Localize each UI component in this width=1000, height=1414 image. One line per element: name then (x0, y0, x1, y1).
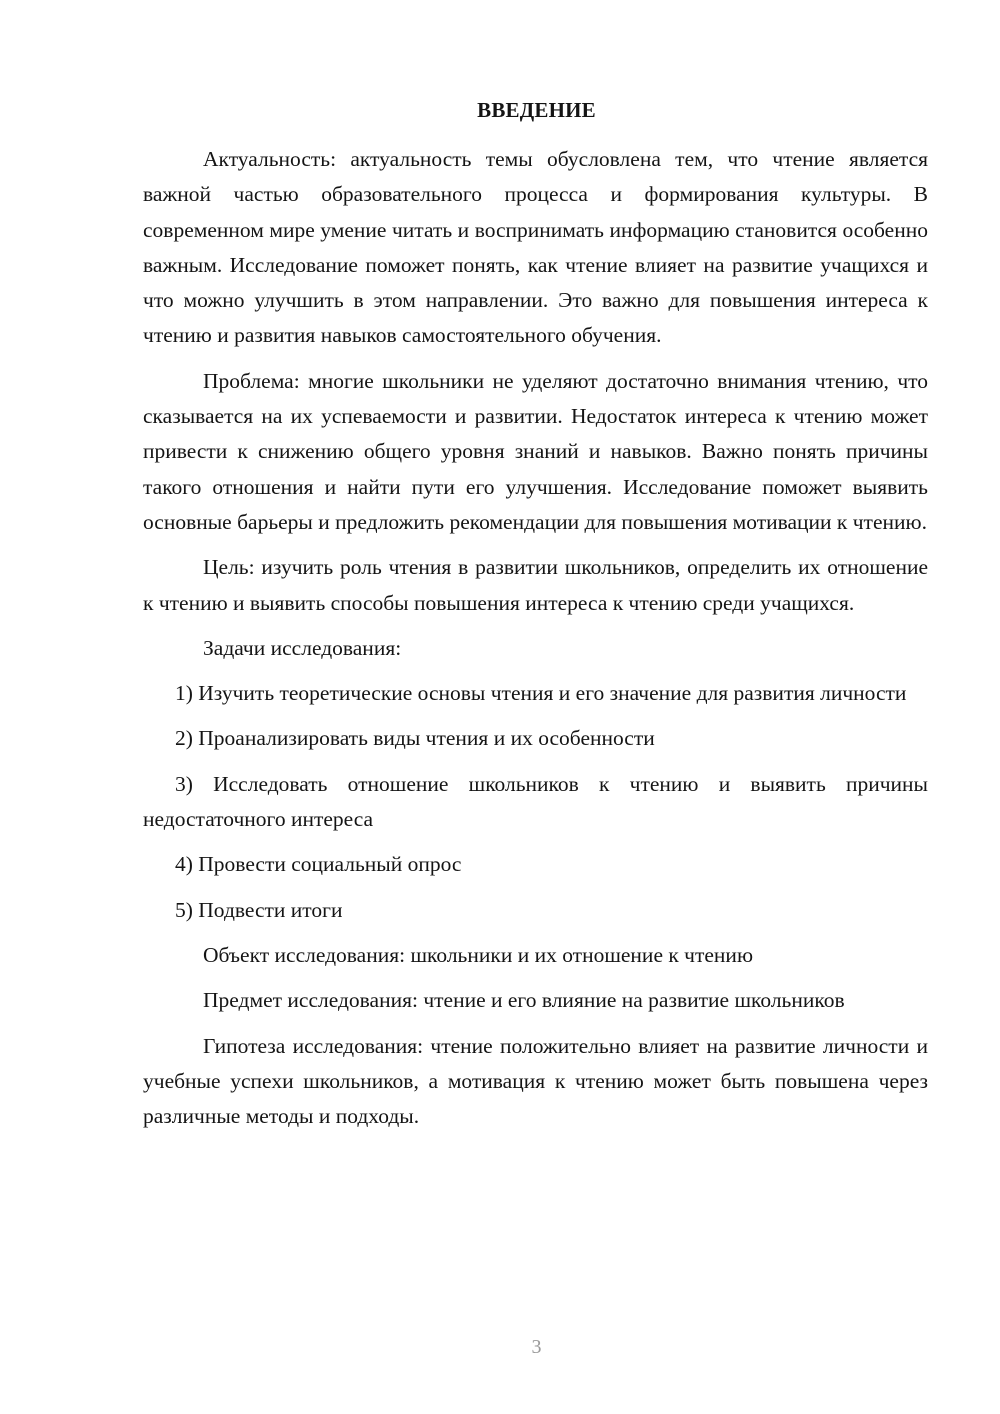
task-item-4: 4) Провести социальный опрос (175, 852, 462, 877)
hypothesis-paragraph: Гипотеза исследования: чтение положительно влияет на развитие личности и учебные успехи школьников, а мотивация к чтению может быть повышена через различные методы и подходы. (143, 1033, 928, 1129)
page-number: 3 (531, 1336, 542, 1358)
section-heading: ВВЕДЕНИЕ (477, 98, 596, 122)
tasks-heading: Задачи исследования: (203, 635, 402, 660)
task-item-3: 3) Исследовать отношение школьников к чтению и выявить причины недостаточного интереса (143, 771, 928, 832)
task-item-5: 5) Подвести итоги (175, 897, 343, 922)
problem-paragraph: Проблема: многие школьники не уделяют достаточно внимания чтению, что сказывается на их успеваемости и развитии. Недостаток интереса к чтению может привести к снижению общего уровня знаний и навыков. Важно понять причины такого отношения и найти пути его улучшения. Исследование поможет выявить основные барьеры и предложить рекомендации для повышения мотивации к чтению. (143, 368, 928, 534)
task-item-1: 1) Изучить теоретические основы чтения и его значение для развития личности (175, 681, 907, 706)
subject-paragraph: Предмет исследования: чтение и его влияние на развитие школьников (203, 988, 845, 1013)
task-item-2: 2) Проанализировать виды чтения и их особенности (175, 726, 655, 751)
object-paragraph: Объект исследования: школьники и их отношение к чтению (203, 942, 754, 967)
document-body (143, 142, 928, 1144)
relevance-paragraph: Актуальность: актуальность темы обусловлена тем, что чтение является важной частью образовательного процесса и формирования культуры. В современном мире умение читать и воспринимать информацию становится особенно важным. Исследование поможет понять, как чтение влияет на развитие учащихся и что можно улучшить в этом направлении. Это важно для повышения интереса к чтению и развития навыков самостоятельного обучения. (143, 147, 928, 348)
goal-paragraph: Цель: изучить роль чтения в развитии школьников, определить их отношение к чтению и выявить способы повышения интереса к чтению среди учащихся. (143, 555, 928, 615)
